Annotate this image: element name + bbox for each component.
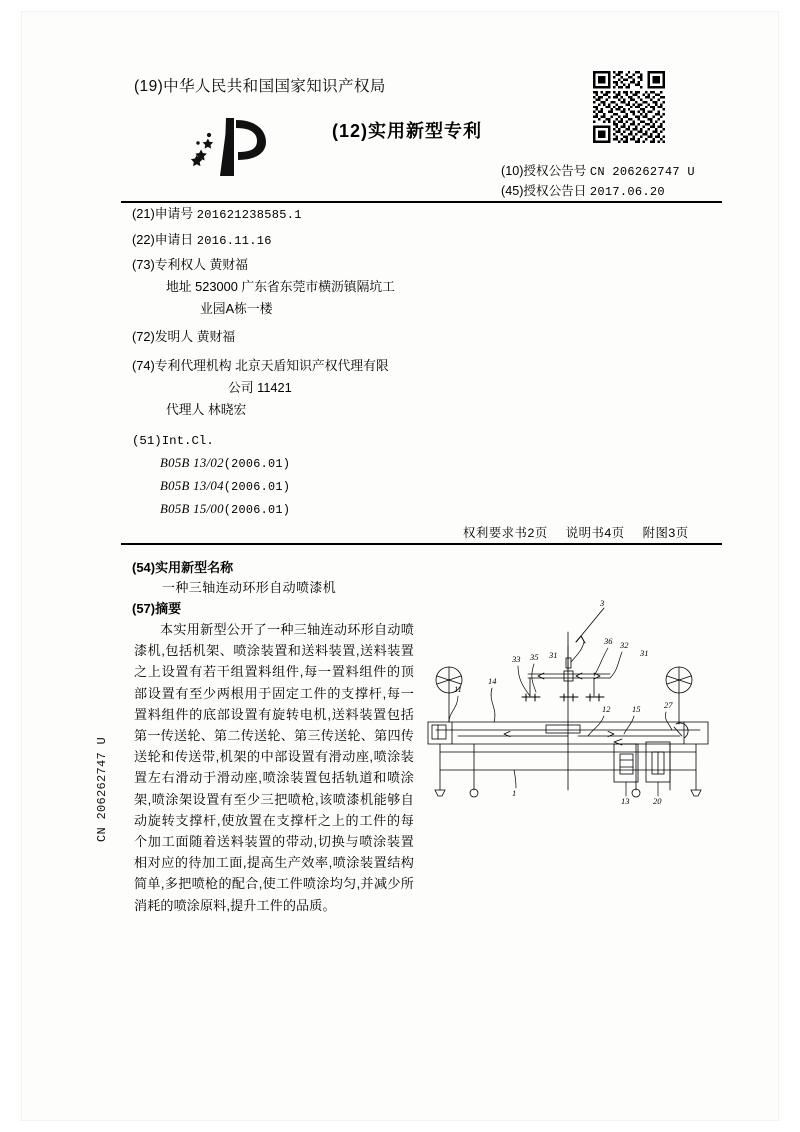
ipc-code: B05B 13/04 xyxy=(160,478,224,493)
agent-row xyxy=(166,401,562,417)
address-line-2: 业园A栋一楼 xyxy=(200,300,273,316)
ipc-block xyxy=(132,435,562,517)
description-page-count: 说明书4页 xyxy=(565,526,625,540)
ref-numeral: 11 xyxy=(454,684,462,694)
header-divider xyxy=(121,201,722,203)
agent-label: 代理人 xyxy=(166,401,205,417)
ref-numeral: 31 xyxy=(640,648,649,658)
application-date-value: 2016.11.16 xyxy=(196,233,272,248)
patent-kind-title: (12)实用新型专利 xyxy=(332,121,483,141)
address-label: 地址 xyxy=(166,278,192,294)
ipc-version: (2006.01) xyxy=(223,456,291,471)
spray-painting-machine-drawing xyxy=(418,584,718,809)
ref-numeral: 20 xyxy=(653,796,662,806)
publication-date-label: (45)授权公告日 xyxy=(501,184,587,198)
qr-code-icon xyxy=(593,71,665,143)
ipc-label: (51)Int.Cl. xyxy=(132,433,214,448)
application-date-row xyxy=(132,231,562,248)
ref-numeral: 15 xyxy=(632,704,641,714)
ref-numeral: 35 xyxy=(530,652,539,662)
issuing-office-line: (19)中华人民共和国国家知识产权局 xyxy=(134,78,386,95)
ref-numeral: 13 xyxy=(621,796,630,806)
publication-number-row xyxy=(501,160,695,179)
cnipa-logo-icon xyxy=(180,110,280,182)
application-number-row xyxy=(132,208,562,221)
agency-label: (74)专利代理机构 xyxy=(132,358,232,374)
inventor-row xyxy=(132,331,562,344)
agency-line-2: 公司 11421 xyxy=(228,379,292,395)
claims-page-count: 权利要求书2页 xyxy=(463,526,548,540)
agency-line-1: 北京天盾知识产权代理有限 xyxy=(235,358,389,374)
publication-number-value: CN 206262747 U xyxy=(589,165,695,179)
address-row xyxy=(166,278,562,294)
agent-value: 林晓宏 xyxy=(207,401,247,417)
ipc-code: B05B 15/00 xyxy=(160,501,224,516)
patentee-row xyxy=(132,259,562,315)
ref-numeral: 27 xyxy=(664,700,673,710)
drawings-page-count: 附图3页 xyxy=(642,526,689,540)
invention-title-label: (54)实用新型名称 xyxy=(132,560,234,575)
publication-number-label: (10)授权公告号 xyxy=(501,164,587,178)
ref-numeral: 31 xyxy=(549,650,558,660)
inventor-label: (72)发明人 xyxy=(132,329,194,345)
ipc-entry xyxy=(160,457,562,471)
ipc-entry xyxy=(160,503,562,517)
abstract-text: 本实用新型公开了一种三轴连动环形自动喷漆机,包括机架、喷涂装置和送料装置,送料装置之上设置有若干组置料组件,每一置料组件的顶部设置有至少两根用于固定工件的支撑杆,每一置料组件的底部设置有旋转电机,送料装置包括第一传送轮、第二传送轮、第三传送轮、第四传送轮和传送带,机架的中部设置有滑动座,喷涂装置左右滑动于滑动座,喷涂装置包括轨道和喷涂架,喷涂架设置有至少三把喷枪,该喷漆机能够自动旋转支撑杆,使放置在支撑杆之上的工件的每个加工面随着送料装置的带动,切换与喷涂装置相对应的待加工面,提高生产效率,喷涂装置结构简单,多把喷枪的配合,使工件喷涂均匀,并减少所消耗的喷涂原料,提升工件的品质。 xyxy=(134,622,414,913)
ref-numeral: 3 xyxy=(600,598,605,608)
invention-title: 一种三轴连动环形自动喷漆机 xyxy=(162,580,337,595)
ref-numeral: 33 xyxy=(512,654,521,664)
ref-numeral: 14 xyxy=(488,676,497,686)
ref-numeral: 36 xyxy=(604,636,613,646)
ref-numeral: 32 xyxy=(620,640,629,650)
ipc-entry xyxy=(160,480,562,494)
agency-row xyxy=(132,360,562,416)
ipc-version: (2006.01) xyxy=(223,502,291,517)
address-line-1: 523000 广东省东莞市横沥镇隔坑工 xyxy=(195,278,395,294)
patentee-value: 黄财福 xyxy=(209,257,248,272)
publication-date-row xyxy=(501,180,665,199)
side-publication-number: CN 206262747 U xyxy=(95,736,109,842)
ref-numeral: 12 xyxy=(602,704,611,714)
paper-sheet xyxy=(22,12,778,1120)
abstract-label: (57)摘要 xyxy=(132,601,182,616)
application-number-label: (21)申请号 xyxy=(132,206,194,221)
application-number-value: 201621238585.1 xyxy=(196,208,302,222)
ref-numeral: 1 xyxy=(512,788,517,798)
page-counts xyxy=(463,523,703,541)
patentee-label: (73)专利权人 xyxy=(132,257,206,272)
publication-date-value: 2017.06.20 xyxy=(589,185,665,199)
ipc-code: B05B 13/02 xyxy=(160,455,224,470)
ipc-version: (2006.01) xyxy=(223,479,291,494)
inventor-value: 黄财福 xyxy=(196,329,236,345)
bibliographic-data xyxy=(132,208,562,529)
application-date-label: (22)申请日 xyxy=(132,231,194,247)
abstract-divider xyxy=(121,543,722,545)
